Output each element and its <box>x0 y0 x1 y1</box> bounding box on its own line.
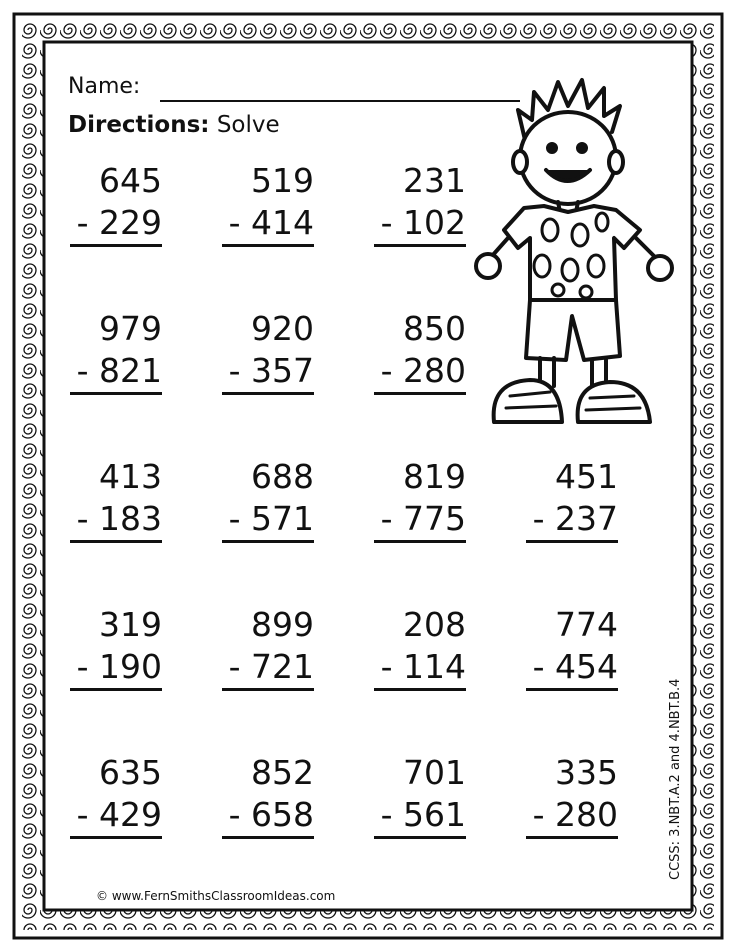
subtrahend: - 571 <box>222 498 314 543</box>
minuend: 852 <box>251 753 314 792</box>
subtraction-problem <box>222 752 314 839</box>
minuend: 774 <box>555 605 618 644</box>
subtraction-problem <box>222 308 314 395</box>
subtrahend: - 229 <box>70 202 162 247</box>
minuend: 701 <box>403 753 466 792</box>
subtrahend: - 280 <box>374 350 466 395</box>
subtraction-problem <box>374 160 466 247</box>
minuend: 979 <box>99 309 162 348</box>
subtrahend: - 821 <box>70 350 162 395</box>
minuend: 519 <box>251 161 314 200</box>
subtraction-problem <box>526 604 618 691</box>
minuend: 413 <box>99 457 162 496</box>
subtraction-problem <box>222 604 314 691</box>
minuend: 645 <box>99 161 162 200</box>
subtraction-problem <box>70 456 162 543</box>
minuend: 899 <box>251 605 314 644</box>
boy-clipart-icon <box>470 70 700 440</box>
subtrahend: - 183 <box>70 498 162 543</box>
subtrahend: - 429 <box>70 794 162 839</box>
subtraction-problem <box>374 604 466 691</box>
minuend: 688 <box>251 457 314 496</box>
subtrahend: - 414 <box>222 202 314 247</box>
ccss-standards-label: CCSS: 3.NBT.A.2 and 4.NBT.B.4 <box>668 678 683 880</box>
subtrahend: - 658 <box>222 794 314 839</box>
subtrahend: - 102 <box>374 202 466 247</box>
minuend: 451 <box>555 457 618 496</box>
minuend: 335 <box>555 753 618 792</box>
minuend: 920 <box>251 309 314 348</box>
subtraction-problem <box>526 752 618 839</box>
subtrahend: - 454 <box>526 646 618 691</box>
subtrahend: - 775 <box>374 498 466 543</box>
subtraction-problem <box>374 456 466 543</box>
subtraction-problem <box>70 604 162 691</box>
subtraction-problem <box>70 308 162 395</box>
minuend: 231 <box>403 161 466 200</box>
subtraction-problem <box>70 752 162 839</box>
subtrahend: - 561 <box>374 794 466 839</box>
minuend: 819 <box>403 457 466 496</box>
directions-label: Directions: <box>68 112 210 138</box>
directions-row <box>68 112 280 138</box>
name-label: Name: <box>68 74 141 99</box>
subtraction-problem <box>374 752 466 839</box>
directions-text: Solve <box>216 112 280 138</box>
subtrahend: - 114 <box>374 646 466 691</box>
minuend: 208 <box>403 605 466 644</box>
copyright-footer: © www.FernSmithsClassroomIdeas.com <box>96 889 336 903</box>
subtrahend: - 721 <box>222 646 314 691</box>
subtraction-problem <box>222 160 314 247</box>
minuend: 850 <box>403 309 466 348</box>
minuend: 635 <box>99 753 162 792</box>
subtraction-problem <box>526 456 618 543</box>
subtrahend: - 357 <box>222 350 314 395</box>
subtrahend: - 190 <box>70 646 162 691</box>
name-line[interactable] <box>160 100 520 102</box>
subtrahend: - 280 <box>526 794 618 839</box>
subtrahend: - 237 <box>526 498 618 543</box>
minuend: 319 <box>99 605 162 644</box>
subtraction-problem <box>374 308 466 395</box>
subtraction-problem <box>70 160 162 247</box>
subtraction-problem <box>222 456 314 543</box>
